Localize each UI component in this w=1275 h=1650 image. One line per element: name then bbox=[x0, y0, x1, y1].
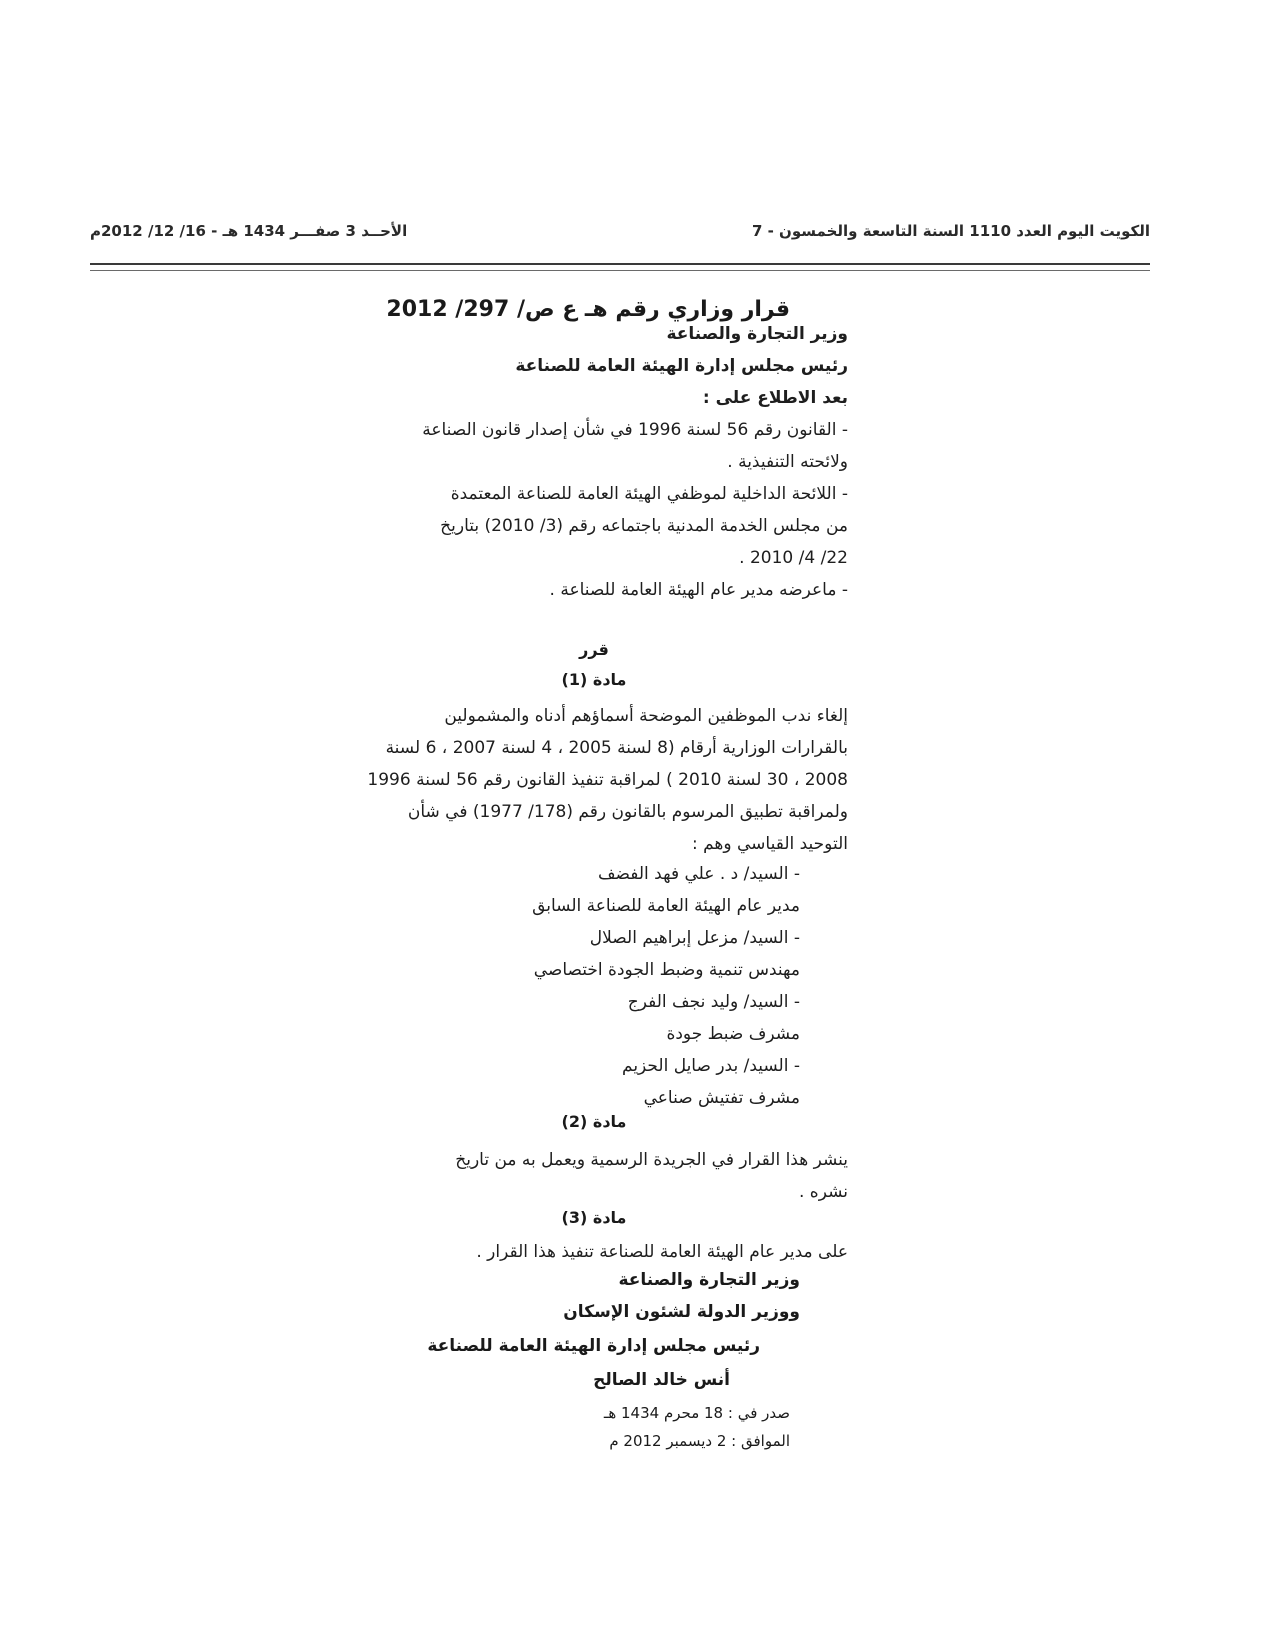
article-3-body bbox=[340, 1236, 848, 1268]
decided-heading: قرر bbox=[579, 640, 609, 659]
article-1-body bbox=[340, 700, 848, 860]
decree-preamble-block bbox=[340, 318, 848, 606]
article-1-line: التوحيد القياسي وهم : bbox=[691, 834, 848, 854]
signature-chairman: رئيس مجلس إدارة الهيئة العامة للصناعة bbox=[427, 1336, 760, 1356]
person-name: - السيد/ وليد نجف الفرج bbox=[627, 992, 800, 1012]
article-1-line: إلغاء ندب الموظفين الموضحة أسماؤهم أدناه والمشمولين bbox=[444, 706, 848, 726]
person-title: مشرف تفتيش صناعي bbox=[643, 1088, 800, 1108]
clause-1-line-2: ولائحته التنفيذية . bbox=[727, 452, 848, 472]
clause-2-line-1: - اللائحة الداخلية لموظفي الهيئة العامة للصناعة المعتمدة bbox=[450, 484, 848, 504]
signature-minister-trade: وزير التجارة والصناعة bbox=[618, 1270, 800, 1290]
clause-2-line-2: من مجلس الخدمة المدنية باجتماعه رقم (3/ 2010) بتاريخ bbox=[440, 516, 848, 536]
issuer-minister: وزير التجارة والصناعة bbox=[666, 324, 848, 344]
issuer-chairman: رئيس مجلس إدارة الهيئة العامة للصناعة bbox=[515, 356, 848, 376]
person-title: مدير عام الهيئة العامة للصناعة السابق bbox=[532, 896, 800, 916]
article-2-line-2: نشره . bbox=[799, 1182, 848, 1202]
clause-1-line-1: - القانون رقم 56 لسنة 1996 في شأن إصدار قانون الصناعة bbox=[422, 420, 848, 440]
article-2-body bbox=[340, 1144, 848, 1208]
header-issue-info: الكويت اليوم العدد 1110 السنة التاسعة والخمسون - 7 bbox=[751, 222, 1150, 240]
header-divider bbox=[90, 263, 1150, 271]
article-3-line-1: على مدير عام الهيئة العامة للصناعة تنفيذ هذا القرار . bbox=[476, 1242, 848, 1262]
article-1-line: بالقرارات الوزارية أرقام (8 لسنة 2005 ، 4 لسنة 2007 ، 6 لسنة bbox=[385, 738, 848, 758]
person-name: - السيد/ بدر صايل الحزيم bbox=[622, 1056, 800, 1076]
persons-list bbox=[330, 858, 800, 1114]
person-title: مهندس تنمية وضبط الجودة اختصاصي bbox=[533, 960, 800, 980]
preamble-intro: بعد الاطلاع على : bbox=[702, 388, 848, 408]
article-2-line-1: ينشر هذا القرار في الجريدة الرسمية ويعمل به من تاريخ bbox=[455, 1150, 848, 1170]
gazette-header bbox=[90, 222, 1150, 248]
article-1-line: ولمراقبة تطبيق المرسوم بالقانون رقم (178/ 1977) في شأن bbox=[407, 802, 848, 822]
decree-title: قرار وزاري رقم هـ ع ص/ 297/ 2012 bbox=[386, 297, 790, 322]
clause-3-line-1: - ماعرضه مدير عام الهيئة العامة للصناعة . bbox=[549, 580, 848, 600]
signature-name: أنس خالد الصالح bbox=[593, 1370, 730, 1390]
issued-date-hijri: صدر في : 18 محرم 1434 هـ bbox=[603, 1404, 790, 1422]
article-1-line: 2008 ، 30 لسنة 2010 ) لمراقبة تنفيذ القانون رقم 56 لسنة 1996 bbox=[367, 770, 848, 790]
person-name: - السيد/ مزعل إبراهيم الصلال bbox=[589, 928, 800, 948]
signature-minister-housing: ووزير الدولة لشئون الإسكان bbox=[563, 1302, 800, 1322]
person-name: - السيد/ د . علي فهد الفضف bbox=[597, 864, 800, 884]
clause-2-line-3: 22/ 4/ 2010 . bbox=[739, 548, 848, 568]
article-1-heading: مادة (1) bbox=[561, 670, 627, 689]
article-3-heading: مادة (3) bbox=[561, 1208, 627, 1227]
person-title: مشرف ضبط جودة bbox=[666, 1024, 800, 1044]
article-2-heading: مادة (2) bbox=[561, 1112, 627, 1131]
issued-date-gregorian: الموافق : 2 ديسمبر 2012 م bbox=[609, 1432, 790, 1450]
header-date: الأحــد 3 صفـــر 1434 هـ - 16/ 12/ 2012م bbox=[90, 222, 408, 240]
